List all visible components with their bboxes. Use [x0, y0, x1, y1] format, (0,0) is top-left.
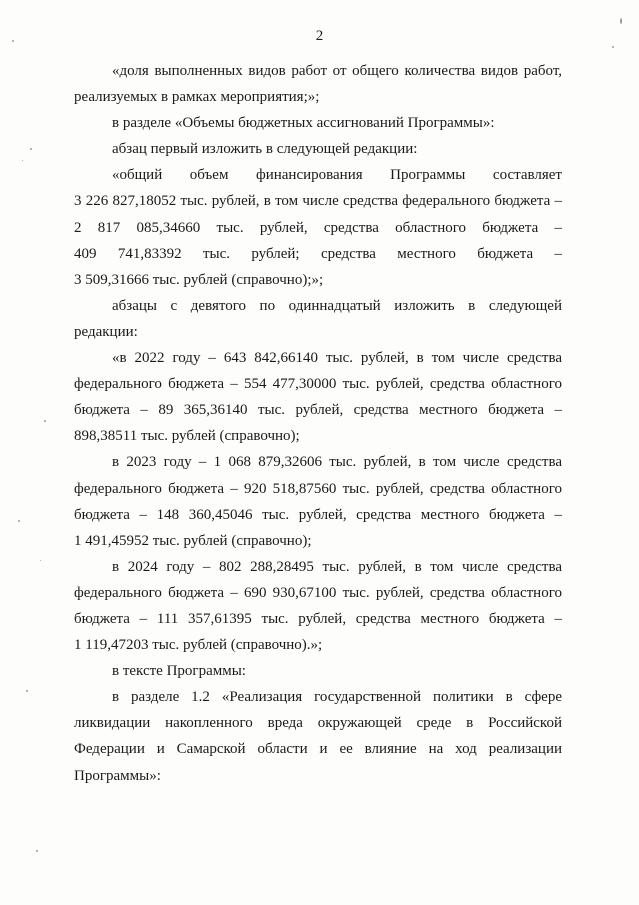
text-line-27: Федерации и Самарской области и ее влияние на ход реализации [74, 741, 562, 758]
scan-speck [30, 148, 32, 150]
text-line-2: реализуемых в рамках мероприятия;»; [74, 89, 320, 106]
scan-speck [40, 560, 41, 561]
scan-speck [36, 850, 38, 852]
text-line-5: «общий объем финансирования Программы составляет [112, 167, 562, 184]
text-line-17: федерального бюджета – 920 518,87560 тыс. рублей, средства областного [74, 480, 562, 497]
text-line-15: 898,38511 тыс. рублей (справочно); [74, 428, 300, 445]
scan-speck [620, 18, 622, 24]
text-line-6: 3 226 827,18052 тыс. рублей, в том числе средства федерального бюджета – [74, 193, 562, 210]
text-line-1: «доля выполненных видов работ от общего количества видов работ, [112, 63, 562, 79]
text-line-23: 1 119,47203 тыс. рублей (справочно).»; [74, 637, 323, 654]
text-line-22: бюджета – 111 357,61395 тыс. рублей, средства местного бюджета – [74, 610, 562, 627]
scan-speck [44, 420, 46, 422]
text-line-24: в тексте Программы: [112, 663, 246, 680]
text-line-25: в разделе 1.2 «Реализация государственной политики в сфере [112, 689, 562, 706]
text-line-7: 2 817 085,34660 тыс. рублей, средства областного бюджета – [74, 219, 562, 236]
text-line-13: федерального бюджета – 554 477,30000 тыс. рублей, средства областного [74, 376, 562, 393]
page-number: 2 [315, 28, 324, 44]
text-line-12: «в 2022 году – 643 842,66140 тыс. рублей, в том числе средства [112, 350, 562, 367]
text-line-18: бюджета – 148 360,45046 тыс. рублей, средства местного бюджета – [74, 506, 562, 523]
text-line-21: федерального бюджета – 690 930,67100 тыс. рублей, средства областного [74, 584, 562, 601]
text-line-20: в 2024 году – 802 288,28495 тыс. рублей, в том числе средства [112, 558, 562, 575]
text-line-16: в 2023 году – 1 068 879,32606 тыс. рублей, в том числе средства [112, 454, 562, 471]
text-line-26: ликвидации накопленного вреда окружающей среде в Российской [74, 715, 562, 732]
text-line-14: бюджета – 89 365,36140 тыс. рублей, средства местного бюджета – [74, 402, 562, 419]
text-line-8: 409 741,83392 тыс. рублей; средства местного бюджета – [74, 245, 562, 262]
text-line-4: абзац первый изложить в следующей редакции: [112, 141, 418, 158]
text-line-11: редакции: [74, 323, 138, 340]
text-line-19: 1 491,45952 тыс. рублей (справочно); [74, 532, 312, 549]
scan-speck [12, 40, 14, 42]
document-body [74, 58, 562, 789]
text-line-9: 3 509,31666 тыс. рублей (справочно);»; [74, 271, 324, 288]
scan-speck [18, 520, 20, 522]
text-line-28: Программы»: [74, 767, 161, 784]
scan-speck [22, 160, 23, 161]
text-line-3: в разделе «Объемы бюджетных ассигнований Программы»: [112, 115, 495, 132]
scan-speck [612, 46, 614, 48]
scan-speck [26, 690, 28, 692]
text-line-10: абзацы с девятого по одиннадцатый изложить в следующей [112, 297, 562, 314]
